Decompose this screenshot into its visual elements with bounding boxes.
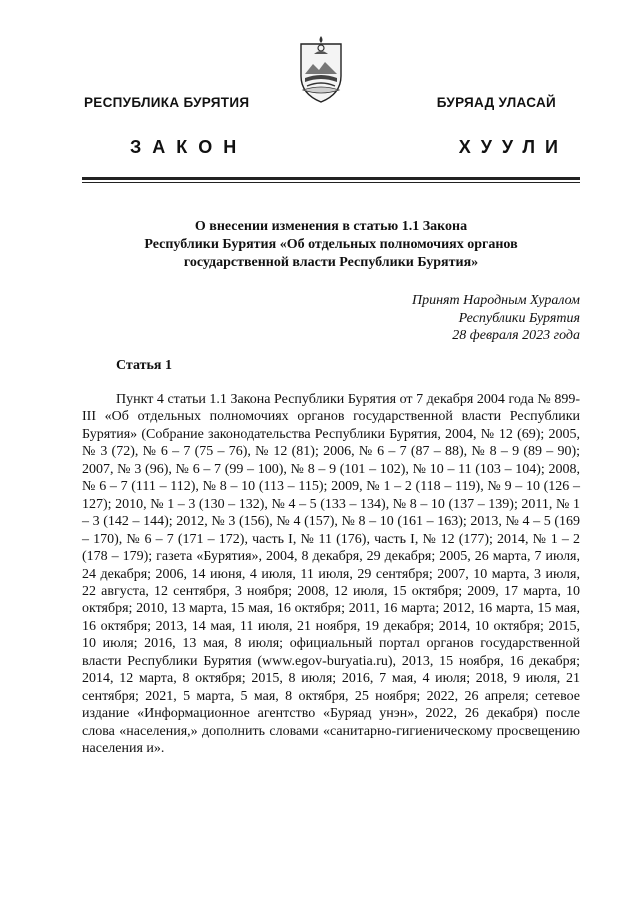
- header-divider: [82, 177, 580, 180]
- article-heading: Статья 1: [116, 358, 172, 373]
- adoption-note-line: 28 февраля 2023 года: [452, 328, 580, 343]
- adoption-note-line: Принят Народным Хуралом: [411, 293, 580, 308]
- header-divider-thin: [82, 182, 580, 183]
- law-title-line: О внесении изменения в статью 1.1 Закона: [194, 219, 468, 234]
- law-title-line: государственной власти Республики Бурятия»: [183, 255, 479, 270]
- law-label-buryat: ХУУЛИ: [458, 137, 568, 157]
- coat-of-arms-icon: [297, 34, 345, 104]
- article-body: Пункт 4 статьи 1.1 Закона Республики Бурятия от 7 декабря 2004 года № 899-III «Об отдельных полномочиях органов государственной власти Республики Бурятия» (Собрание законодательства Республики Бурятия, 2004, № 12 (69); 2005, № 3 (72), № 6 – 7 (75 – 76), № 12 (81); 2006, № 6 – 7 (87 – 88), № 8 – 9 (89 – 90); 2007, № 3 (96), № 6 – 7 (99 – 100), № 8 – 9 (101 – 102), № 10 – 11 (103 – 104); 2008, № 6 – 7 (111 – 112), № 8 – 10 (113 – 115); 2009, № 1 – 2 (118 – 119), № 9 – 10 (126 – 127); 2010, № 1 – 3 (130 – 132), № 4 – 5 (133 – 134), № 8 – 10 (137 – 139); 2011, № 1 – 3 (142 – 144); 2012, № 3 (156), № 4 (157), № 8 – 10 (161 – 163); 2013, № 4 – 5 (169 – 170), № 6 – 7 (171 – 172), часть I, № 11 (176), часть I, № 12 (177); 2014, № 1 – 2 (178 – 179); газета «Бурятия», 2004, 8 декабря, 29 декабря; 2005, 26 марта, 7 июля, 24 декабря; 2006, 14 июня, 4 июля, 11 июля, 29 сентября; 2007, 10 марта, 3 июля, 22 августа, 12 сентября, 3 ноября; 2008, 12 июля, 15 октября; 2009, 17 марта, 10 октября; 2010, 13 марта, 15 мая, 16 октября; 2011, 16 марта; 2012, 16 марта, 15 мая, 16 октября; 2013, 14 мая, 11 июля, 21 ноября, 19 декабря; 2014, 10 октября; 2015, 10 июля; 2016, 13 мая, 8 июля; официальный портал органов государственной власти Республики Бурятия (www.egov-buryatia.ru), 2013, 15 ноября, 16 декабря; 2014, 12 марта, 8 октября; 2015, 8 июля; 2016, 7 мая, 4 июля; 2018, 9 июля, 21 сентября; 2021, 5 марта, 5 мая, 8 октября, 25 ноября; 2022, 26 апреля; сетевое издание «Информационное агентство «Буряад унэн», 2022, 26 декабря) после слова «населения,» дополнить словами «санитарно-гигиеническому просвещению населения и».: [82, 392, 580, 757]
- republic-name-russian: РЕСПУБЛИКА БУРЯТИЯ: [84, 95, 250, 110]
- law-label-russian: ЗАКОН: [130, 137, 248, 157]
- adoption-note: [412, 292, 580, 345]
- adoption-note-line: Республики Бурятия: [458, 310, 580, 326]
- law-title: [82, 218, 580, 272]
- law-title-line: Республики Бурятия «Об отдельных полномочиях органов: [144, 237, 518, 252]
- republic-name-buryat: БУРЯАД УЛАСАЙ: [436, 95, 556, 110]
